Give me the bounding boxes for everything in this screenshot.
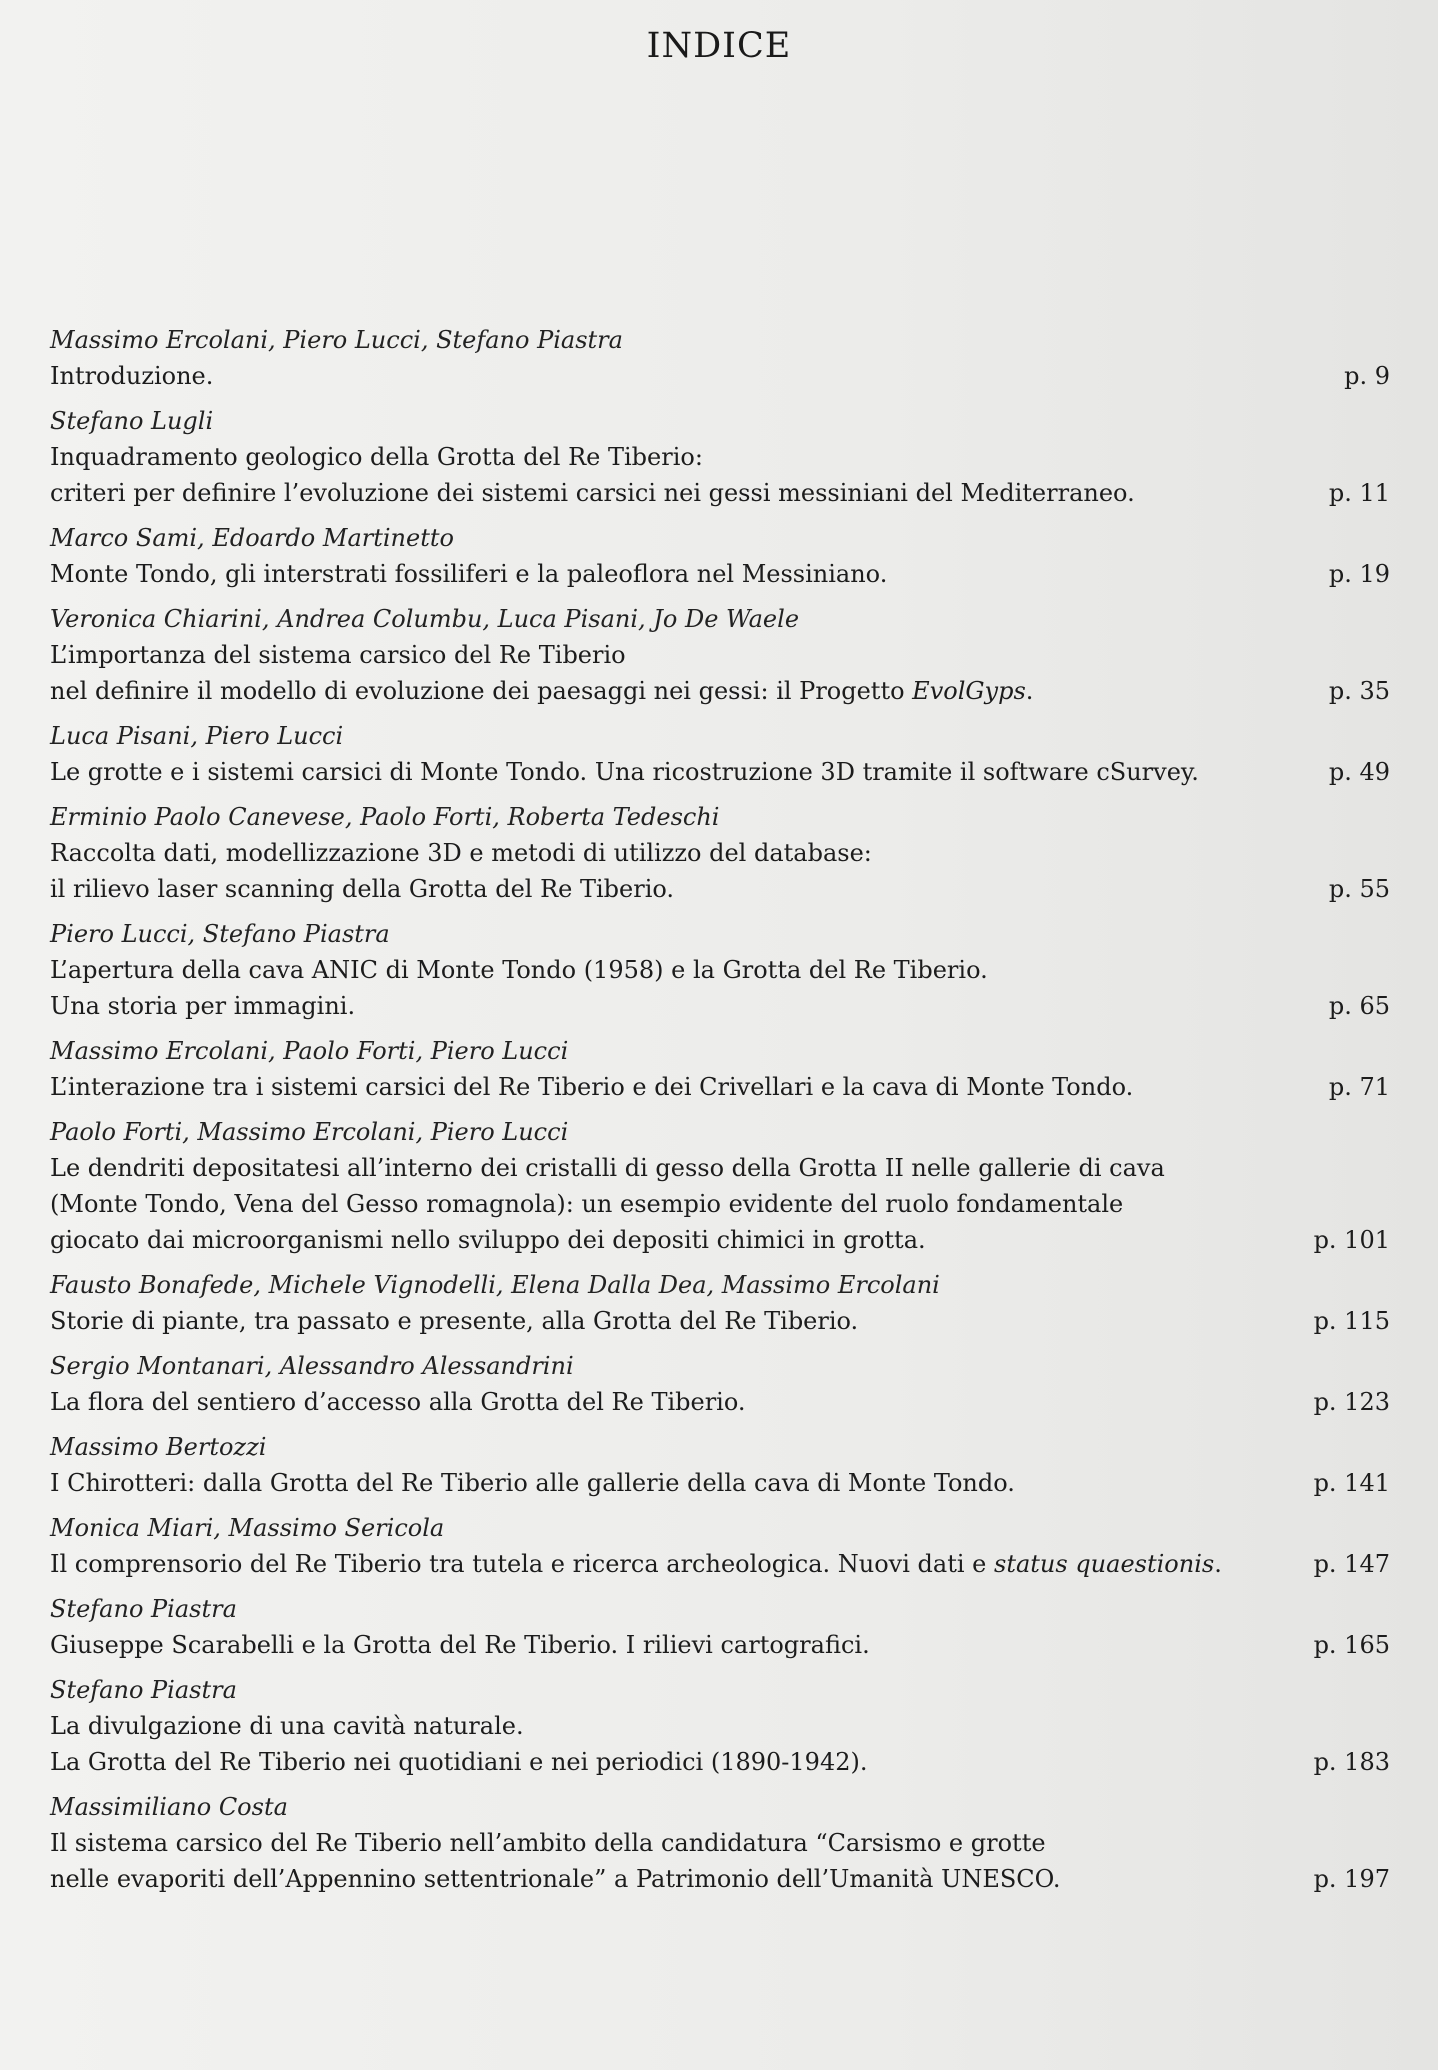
entry-title-text: La flora del sentiero d’accesso alla Grotta del Re Tiberio.	[50, 1388, 746, 1416]
entry-title-line	[50, 1186, 1390, 1222]
entry-title-text: Le dendriti depositatesi all’interno dei cristalli di gesso della Grotta II nelle gallerie di cava	[50, 1154, 1165, 1182]
entry-title-line	[50, 637, 1390, 673]
entry-page-number: p. 147	[1313, 1550, 1390, 1578]
entry-title-line	[50, 1222, 1390, 1258]
entry-title-line	[50, 1861, 1390, 1897]
toc-entry	[50, 718, 1390, 790]
entry-title-text: Raccolta dati, modellizzazione 3D e metodi di utilizzo del database:	[50, 839, 872, 867]
entry-authors: Stefano Piastra	[50, 1595, 237, 1623]
toc-entry	[50, 799, 1390, 907]
entry-title-text: Inquadramento geologico della Grotta del Re Tiberio:	[50, 443, 703, 471]
entry-title-text: nel definire il modello di evoluzione dei paesaggi nei gessi: il Progetto EvolGyps.	[50, 677, 1034, 705]
entry-title-text: La divulgazione di una cavità naturale.	[50, 1712, 524, 1740]
entry-title-line	[50, 1384, 1390, 1420]
entry-title-text: Giuseppe Scarabelli e la Grotta del Re Tiberio. I rilievi cartografici.	[50, 1631, 870, 1659]
entry-page-number: p. 11	[1328, 479, 1390, 507]
entry-authors: Monica Miari, Massimo Sericola	[50, 1514, 445, 1542]
entry-page-number: p. 9	[1344, 362, 1390, 390]
entry-page-number: p. 115	[1313, 1307, 1390, 1335]
toc-entry	[50, 916, 1390, 1024]
entry-title-text: Introduzione.	[50, 362, 214, 390]
entry-page-number: p. 165	[1313, 1631, 1390, 1659]
toc-entry	[50, 322, 1390, 394]
entry-title-line	[50, 439, 1390, 475]
entry-title-line	[50, 1465, 1390, 1501]
entry-title-text: (Monte Tondo, Vena del Gesso romagnola): un esempio evidente del ruolo fondamentale	[50, 1190, 1124, 1218]
toc-entry	[50, 1348, 1390, 1420]
toc-entry	[50, 1033, 1390, 1105]
toc-entry	[50, 403, 1390, 511]
entry-authors: Paolo Forti, Massimo Ercolani, Piero Lucci	[50, 1118, 569, 1146]
entry-title-line	[50, 754, 1390, 790]
entry-page-number: p. 55	[1328, 875, 1390, 903]
entry-title-line	[50, 1303, 1390, 1339]
entry-page-number: p. 35	[1328, 677, 1390, 705]
entry-title-line	[50, 1546, 1390, 1582]
entry-title-line	[50, 673, 1390, 709]
toc-entry	[50, 1789, 1390, 1897]
entry-authors: Massimo Ercolani, Paolo Forti, Piero Lucci	[50, 1037, 569, 1065]
entry-title-line	[50, 1708, 1390, 1744]
entry-authors: Luca Pisani, Piero Lucci	[50, 722, 344, 750]
entry-title-text: L’apertura della cava ANIC di Monte Tondo (1958) e la Grotta del Re Tiberio.	[50, 956, 988, 984]
entry-title-line	[50, 475, 1390, 511]
toc-entry	[50, 1429, 1390, 1501]
entry-title-text: I Chirotteri: dalla Grotta del Re Tiberio alle gallerie della cava di Monte Tondo.	[50, 1469, 1015, 1497]
entry-authors: Sergio Montanari, Alessandro Alessandrini	[50, 1352, 574, 1380]
entry-title-text: Il sistema carsico del Re Tiberio nell’ambito della candidatura “Carsismo e grotte	[50, 1829, 1046, 1857]
entry-title-text: il rilievo laser scanning della Grotta del Re Tiberio.	[50, 875, 675, 903]
entry-title-line	[50, 1744, 1390, 1780]
entry-title-text: Il comprensorio del Re Tiberio tra tutela e ricerca archeologica. Nuovi dati e status quaestionis.	[50, 1550, 1222, 1578]
entry-title-text: Una storia per immagini.	[50, 992, 356, 1020]
entry-page-number: p. 71	[1328, 1073, 1390, 1101]
page-title: INDICE	[646, 26, 792, 66]
entry-title-line	[50, 988, 1390, 1024]
entry-authors: Piero Lucci, Stefano Piastra	[50, 920, 390, 948]
entry-title-text: giocato dai microorganismi nello sviluppo dei depositi chimici in grotta.	[50, 1226, 926, 1254]
entry-title-text: La Grotta del Re Tiberio nei quotidiani e nei periodici (1890-1942).	[50, 1748, 868, 1776]
entry-title-text: criteri per definire l’evoluzione dei sistemi carsici nei gessi messiniani del Mediterraneo.	[50, 479, 1135, 507]
entry-title-text: L’importanza del sistema carsico del Re Tiberio	[50, 641, 626, 669]
entry-title-text: Monte Tondo, gli interstrati fossiliferi e la paleoflora nel Messiniano.	[50, 560, 888, 588]
entry-authors: Erminio Paolo Canevese, Paolo Forti, Roberta Tedeschi	[50, 803, 720, 831]
entry-title-line	[50, 952, 1390, 988]
entry-page-number: p. 101	[1313, 1226, 1390, 1254]
entry-authors: Stefano Lugli	[50, 407, 214, 435]
toc-entry	[50, 1510, 1390, 1582]
entry-authors: Massimo Bertozzi	[50, 1433, 267, 1461]
entry-title-line	[50, 1150, 1390, 1186]
entry-page-number: p. 49	[1328, 758, 1390, 786]
entry-title-text: Le grotte e i sistemi carsici di Monte Tondo. Una ricostruzione 3D tramite il software cSurvey.	[50, 758, 1199, 786]
toc-entry	[50, 1267, 1390, 1339]
entry-authors: Fausto Bonafede, Michele Vignodelli, Elena Dalla Dea, Massimo Ercolani	[50, 1271, 940, 1299]
entry-page-number: p. 183	[1313, 1748, 1390, 1776]
entry-authors: Stefano Piastra	[50, 1676, 237, 1704]
entry-title-line	[50, 1069, 1390, 1105]
entry-authors: Marco Sami, Edoardo Martinetto	[50, 524, 454, 552]
toc-entry	[50, 601, 1390, 709]
toc-entry	[50, 1114, 1390, 1258]
entry-title-line	[50, 1627, 1390, 1663]
entry-title-text: nelle evaporiti dell’Appennino settentrionale” a Patrimonio dell’Umanità UNESCO.	[50, 1865, 1061, 1893]
entry-title-line	[50, 358, 1390, 394]
entry-page-number: p. 141	[1313, 1469, 1390, 1497]
table-of-contents	[50, 322, 1390, 1906]
entry-authors: Massimo Ercolani, Piero Lucci, Stefano Piastra	[50, 326, 623, 354]
entry-title-text: L’interazione tra i sistemi carsici del Re Tiberio e dei Crivellari e la cava di Monte Tondo.	[50, 1073, 1134, 1101]
entry-authors: Massimiliano Costa	[50, 1793, 288, 1821]
entry-page-number: p. 65	[1328, 992, 1390, 1020]
entry-title-line	[50, 835, 1390, 871]
entry-authors: Veronica Chiarini, Andrea Columbu, Luca Pisani, Jo De Waele	[50, 605, 800, 633]
entry-title-line	[50, 1825, 1390, 1861]
entry-title-text: Storie di piante, tra passato e presente, alla Grotta del Re Tiberio.	[50, 1307, 859, 1335]
entry-title-italic: status quaestionis	[994, 1550, 1215, 1578]
entry-title-line	[50, 871, 1390, 907]
entry-page-number: p. 19	[1328, 560, 1390, 588]
toc-entry	[50, 1591, 1390, 1663]
entry-title-italic: EvolGyps	[912, 677, 1026, 705]
toc-entry	[50, 1672, 1390, 1780]
entry-page-number: p. 123	[1313, 1388, 1390, 1416]
entry-title-line	[50, 556, 1390, 592]
toc-entry	[50, 520, 1390, 592]
entry-page-number: p. 197	[1313, 1865, 1390, 1893]
